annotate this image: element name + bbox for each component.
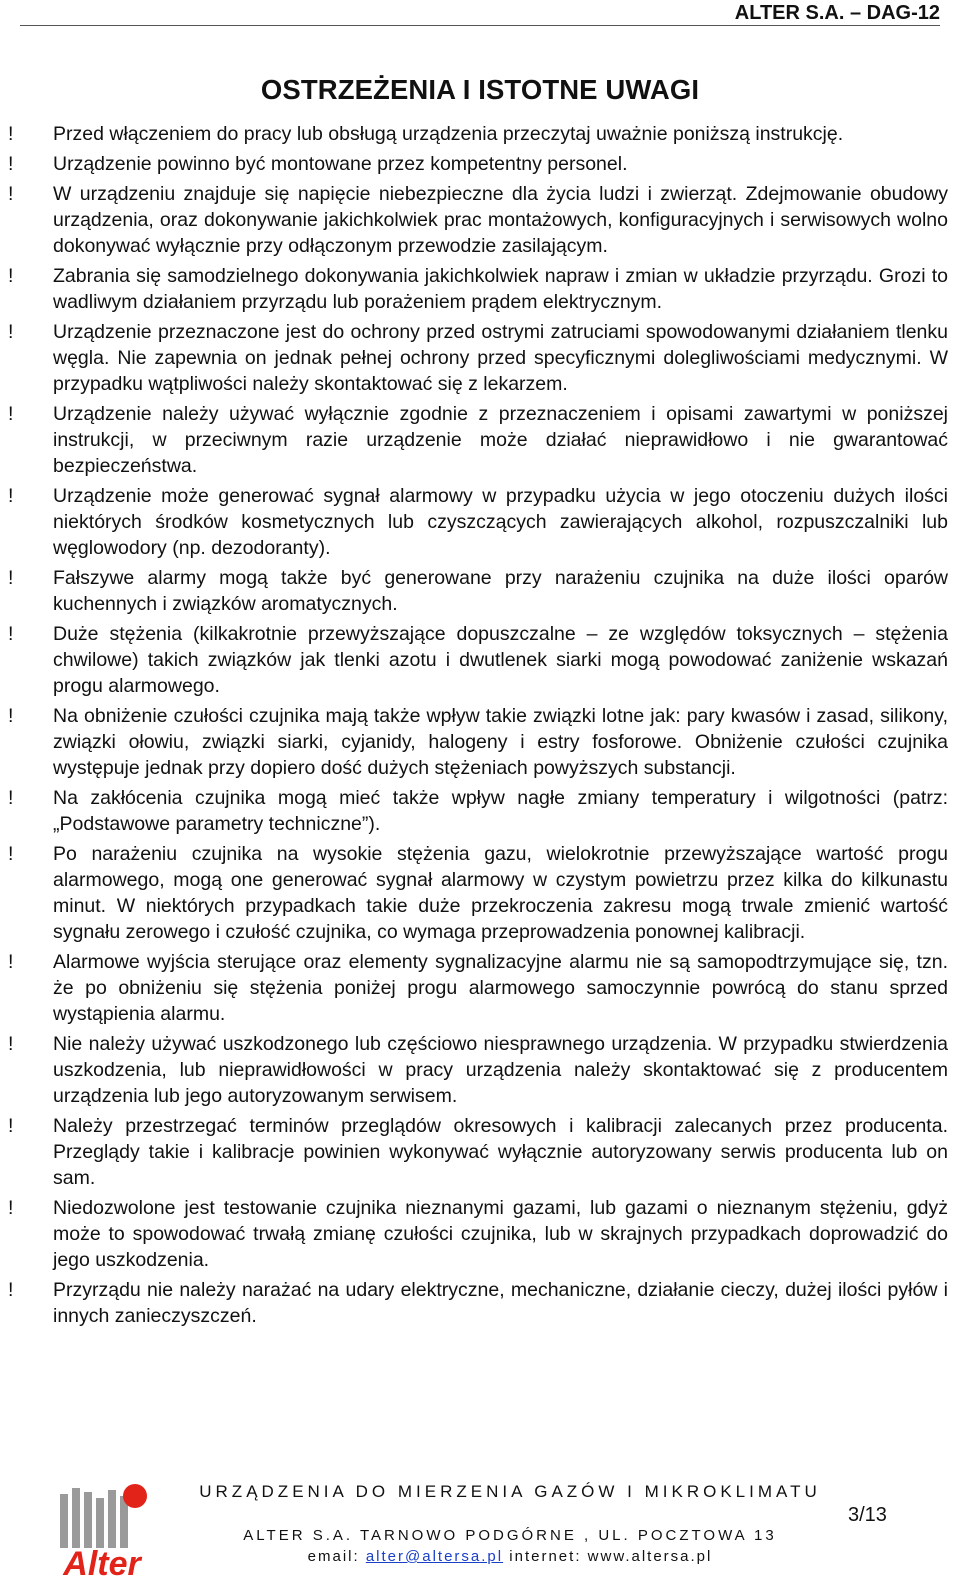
internet-label: internet: [509,1548,582,1565]
warning-item [8,151,948,177]
exclamation-icon: ! [8,1115,14,1137]
exclamation-icon: ! [8,705,14,727]
exclamation-icon: ! [8,183,14,205]
warning-item [8,121,948,147]
footer-address: ALTER S.A. TARNOWO PODGÓRNE , UL. POCZTOWA 13 [243,1527,777,1544]
warning-text: Po narażeniu czujnika na wysokie stężenia gazu, wielokrotnie przewyższające wartość progu alarmowego, mogą one generować sygnał alarmowy w czystym powietrzu przez kilka do kilkunastu minut. W niektórych przypadkach takie duże przekroczenia zakresu mogą trwale zmienić wartość sygnału zerowego i czułość czujnika, co wymaga przeprowadzenia ponownej kalibracji. [53,843,948,943]
warning-text: Należy przestrzegać terminów przeglądów okresowych i kalibracji zalecanych przez producenta. Przeglądy takie i kalibracje powinien wykonywać wyłącznie autoryzowany serwis producenta lub on sam. [53,1115,948,1189]
exclamation-icon: ! [8,623,14,645]
warning-text: Fałszywe alarmy mogą także być generowane przy narażeniu czujnika na duże ilości oparów kuchennych i związków aromatycznych. [53,567,948,615]
warning-text: Zabrania się samodzielnego dokonywania jakichkolwiek napraw i zmian w układzie przyrządu. Grozi to wadliwym działaniem przyrządu lub porażeniem prądem elektrycznym. [53,265,948,313]
warning-item [8,703,948,781]
warning-text: Niedozwolone jest testowanie czujnika nieznanymi gazami, lub gazami o nieznanym stężeniu, gdyż może to spowodować trwałą zmianę czułości czujnika, lub w skrajnych przypadkach doprowadzić do jego uszkodzenia. [53,1197,948,1271]
warnings-list [8,121,948,1333]
warning-text: Urządzenie powinno być montowane przez kompetentny personel. [53,153,628,175]
exclamation-icon: ! [8,153,14,175]
section-title: OSTRZEŻENIA I ISTOTNE UWAGI [260,74,700,105]
footer-tagline: URZĄDZENIA DO MIERZENIA GAZÓW I MIKROKLIMATU [199,1482,821,1501]
warning-item [8,401,948,479]
exclamation-icon: ! [8,265,14,287]
warning-item [8,319,948,397]
warning-item [8,1113,948,1191]
warning-text: Przyrządu nie należy narażać na udary elektryczne, mechaniczne, działanie cieczy, dużej ilości pyłów i innych zanieczyszczeń. [53,1279,948,1327]
warning-item [8,949,948,1027]
exclamation-icon: ! [8,951,14,973]
alter-logo [50,1480,155,1580]
page-number: 3/13 [848,1504,887,1526]
warning-item [8,785,948,837]
warning-item [8,1277,948,1329]
warning-item [8,181,948,259]
exclamation-icon: ! [8,321,14,343]
warning-text: Alarmowe wyjścia sterujące oraz elementy sygnalizacyjne alarmu nie są samopodtrzymujące się, tzn. że po obniżeniu się stężenia poniżej progu alarmowego samoczynnie powrócą do stanu sprzed wystąpienia alarmu. [53,951,948,1025]
warning-text: Urządzenie może generować sygnał alarmowy w przypadku użycia w jego otoczeniu dużych ilości niektórych środków kosmetycznych lub czyszczących zawierających alkohol, rozpuszczalniki lub węglowodory (np. dezodoranty). [53,485,948,559]
warning-item [8,565,948,617]
exclamation-icon: ! [8,843,14,865]
warning-text: Na zakłócenia czujnika mogą mieć także wpływ nagłe zmiany temperatury i wilgotności (patrz: „Podstawowe parametry techniczne”). [53,787,948,835]
email-link[interactable]: alter@altersa.pl [365,1548,504,1565]
warning-item [8,483,948,561]
exclamation-icon: ! [8,567,14,589]
exclamation-icon: ! [8,1033,14,1055]
svg-text:Alter: Alter [63,1545,141,1580]
footer-contact [190,1548,830,1565]
exclamation-icon: ! [8,1279,14,1301]
warning-text: Nie należy używać uszkodzonego lub częściowo niesprawnego urządzenia. W przypadku stwierdzenia uszkodzenia, lub nieprawidłowości w pracy urządzenia należy skontaktować się z producentem urządzenia lub jego autoryzowanym serwisem. [53,1033,948,1107]
warning-item [8,1031,948,1109]
warning-text: Przed włączeniem do pracy lub obsługą urządzenia przeczytaj uważnie poniższą instrukcję. [53,123,844,145]
header-rule [20,25,940,26]
page-header: ALTER S.A. – DAG-12 [734,2,940,24]
exclamation-icon: ! [8,787,14,809]
warning-text: Urządzenie przeznaczone jest do ochrony przed ostrymi zatruciami spowodowanymi działaniem tlenku węgla. Nie zapewnia on jednak pełnej ochrony przed specyficznymi dolegliwościami medycznymi. W przypadku wątpliwości należy skontaktować się z lekarzem. [53,321,948,395]
exclamation-icon: ! [8,123,14,145]
warning-item [8,841,948,945]
warning-text: Duże stężenia (kilkakrotnie przewyższające dopuszczalne – ze względów toksycznych – stężenia chwilowe) takich związków jak tlenki azotu i dwutlenek siarki mogą powodować zaniżenie wskazań progu alarmowego. [53,623,948,697]
email-label: email: [307,1548,360,1565]
warning-item [8,621,948,699]
exclamation-icon: ! [8,403,14,425]
exclamation-icon: ! [8,1197,14,1219]
warning-text: W urządzeniu znajduje się napięcie niebezpieczne dla życia ludzi i zwierząt. Zdejmowanie obudowy urządzenia, oraz dokonywanie jakichkolwiek prac montażowych, konfiguracyjnych i serwisowych wolno dokonywać wyłącznie przy odłączonym przewodzie zasilającym. [53,183,948,257]
page-footer [0,1472,960,1585]
warning-text: Urządzenie należy używać wyłącznie zgodnie z przeznaczeniem i opisami zawartymi w poniższej instrukcji, w przeciwnym razie urządzenie może działać nieprawidłowo i nie gwarantować bezpieczeństwa. [53,403,948,477]
warning-item [8,1195,948,1273]
warning-text: Na obniżenie czułości czujnika mają także wpływ takie związki lotne jak: pary kwasów i zasad, silikony, związki ołowiu, związki siarki, cyjanidy, halogeny i estry fosforowe. Obniżenie czułości czujnika występuje jednak przy dopiero dość dużych stężeniach powyższych substancji. [53,705,948,779]
warning-item [8,263,948,315]
exclamation-icon: ! [8,485,14,507]
website-link[interactable]: www.altersa.pl [587,1548,713,1565]
